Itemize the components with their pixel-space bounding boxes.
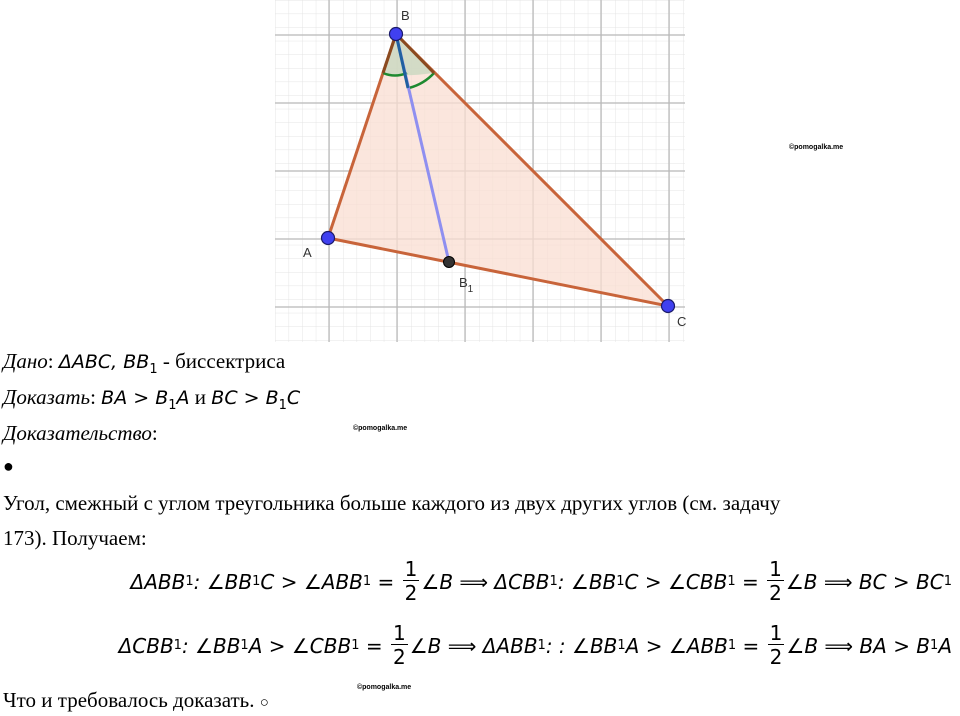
proof-heading: Доказательство: <box>3 421 158 445</box>
label-b1: $B_1$ <box>459 275 474 295</box>
conclusion-line <box>3 688 269 713</box>
bullet: ● <box>3 456 14 476</box>
given-label: Дано <box>3 349 48 373</box>
triangle-figure <box>0 0 960 345</box>
prove-line: Доказать: BA > $B_1A$ и BC > $B_1C$ <box>3 385 301 413</box>
equation-2: ΔCBB 1 : ∠BB 1 A > ∠CBB 1 = $\frac{1}{2}$ ∠B ⟹ ΔABB 1 : : ∠BB 1 A > ∠ABB 1 = $\frac{1}{2}$ ∠B ⟹ BA > B 1 A <box>118 621 952 669</box>
point-b1 <box>444 257 455 268</box>
equation-1: ΔABB 1 : ∠BB 1 C > ∠ABB 1 = $\frac{1}{2}$ ∠B ⟹ ΔCBB 1 : ∠BB 1 C > ∠CBB 1 = $\frac{1}{2}$ ∠B ⟹ BC > BC 1 <box>130 557 952 605</box>
qed-mark: ○ <box>259 695 269 711</box>
prove-math-1: BA > $B_1A$ <box>101 387 190 413</box>
watermark: ©pomogalka.me <box>353 425 408 432</box>
given-tail: - биссектриса <box>157 349 286 373</box>
text-line-1: Угол, смежный с углом треугольника больше каждого из двух других углов (см. задачу <box>3 491 781 515</box>
label-c: C <box>677 314 687 329</box>
fraction-half: $\frac{1}{2}$ <box>392 621 406 669</box>
fraction-half: $\frac{1}{2}$ <box>769 557 782 605</box>
watermark: ©pomogalka.me <box>789 144 844 151</box>
label-b: B <box>401 8 410 23</box>
label-a: A <box>303 245 312 260</box>
proof-label: Доказательство <box>3 421 152 445</box>
given-line: Дано: ΔABC, $BB_1$ - биссектриса <box>3 349 286 377</box>
text-line-2: 173). Получаем: <box>3 526 147 550</box>
fraction-half: $\frac{1}{2}$ <box>404 557 418 605</box>
prove-math-2: BC > $B_1C$ <box>211 387 301 413</box>
fraction-half: $\frac{1}{2}$ <box>769 621 783 669</box>
given-math: ΔABC, $BB_1$ <box>58 351 158 377</box>
point-b <box>390 28 403 41</box>
point-a <box>322 232 335 245</box>
point-c <box>662 300 675 313</box>
watermark: ©pomogalka.me <box>357 684 412 691</box>
conclusion-text: Что и требовалось доказать. <box>3 688 255 712</box>
prove-label: Доказать <box>3 385 91 409</box>
